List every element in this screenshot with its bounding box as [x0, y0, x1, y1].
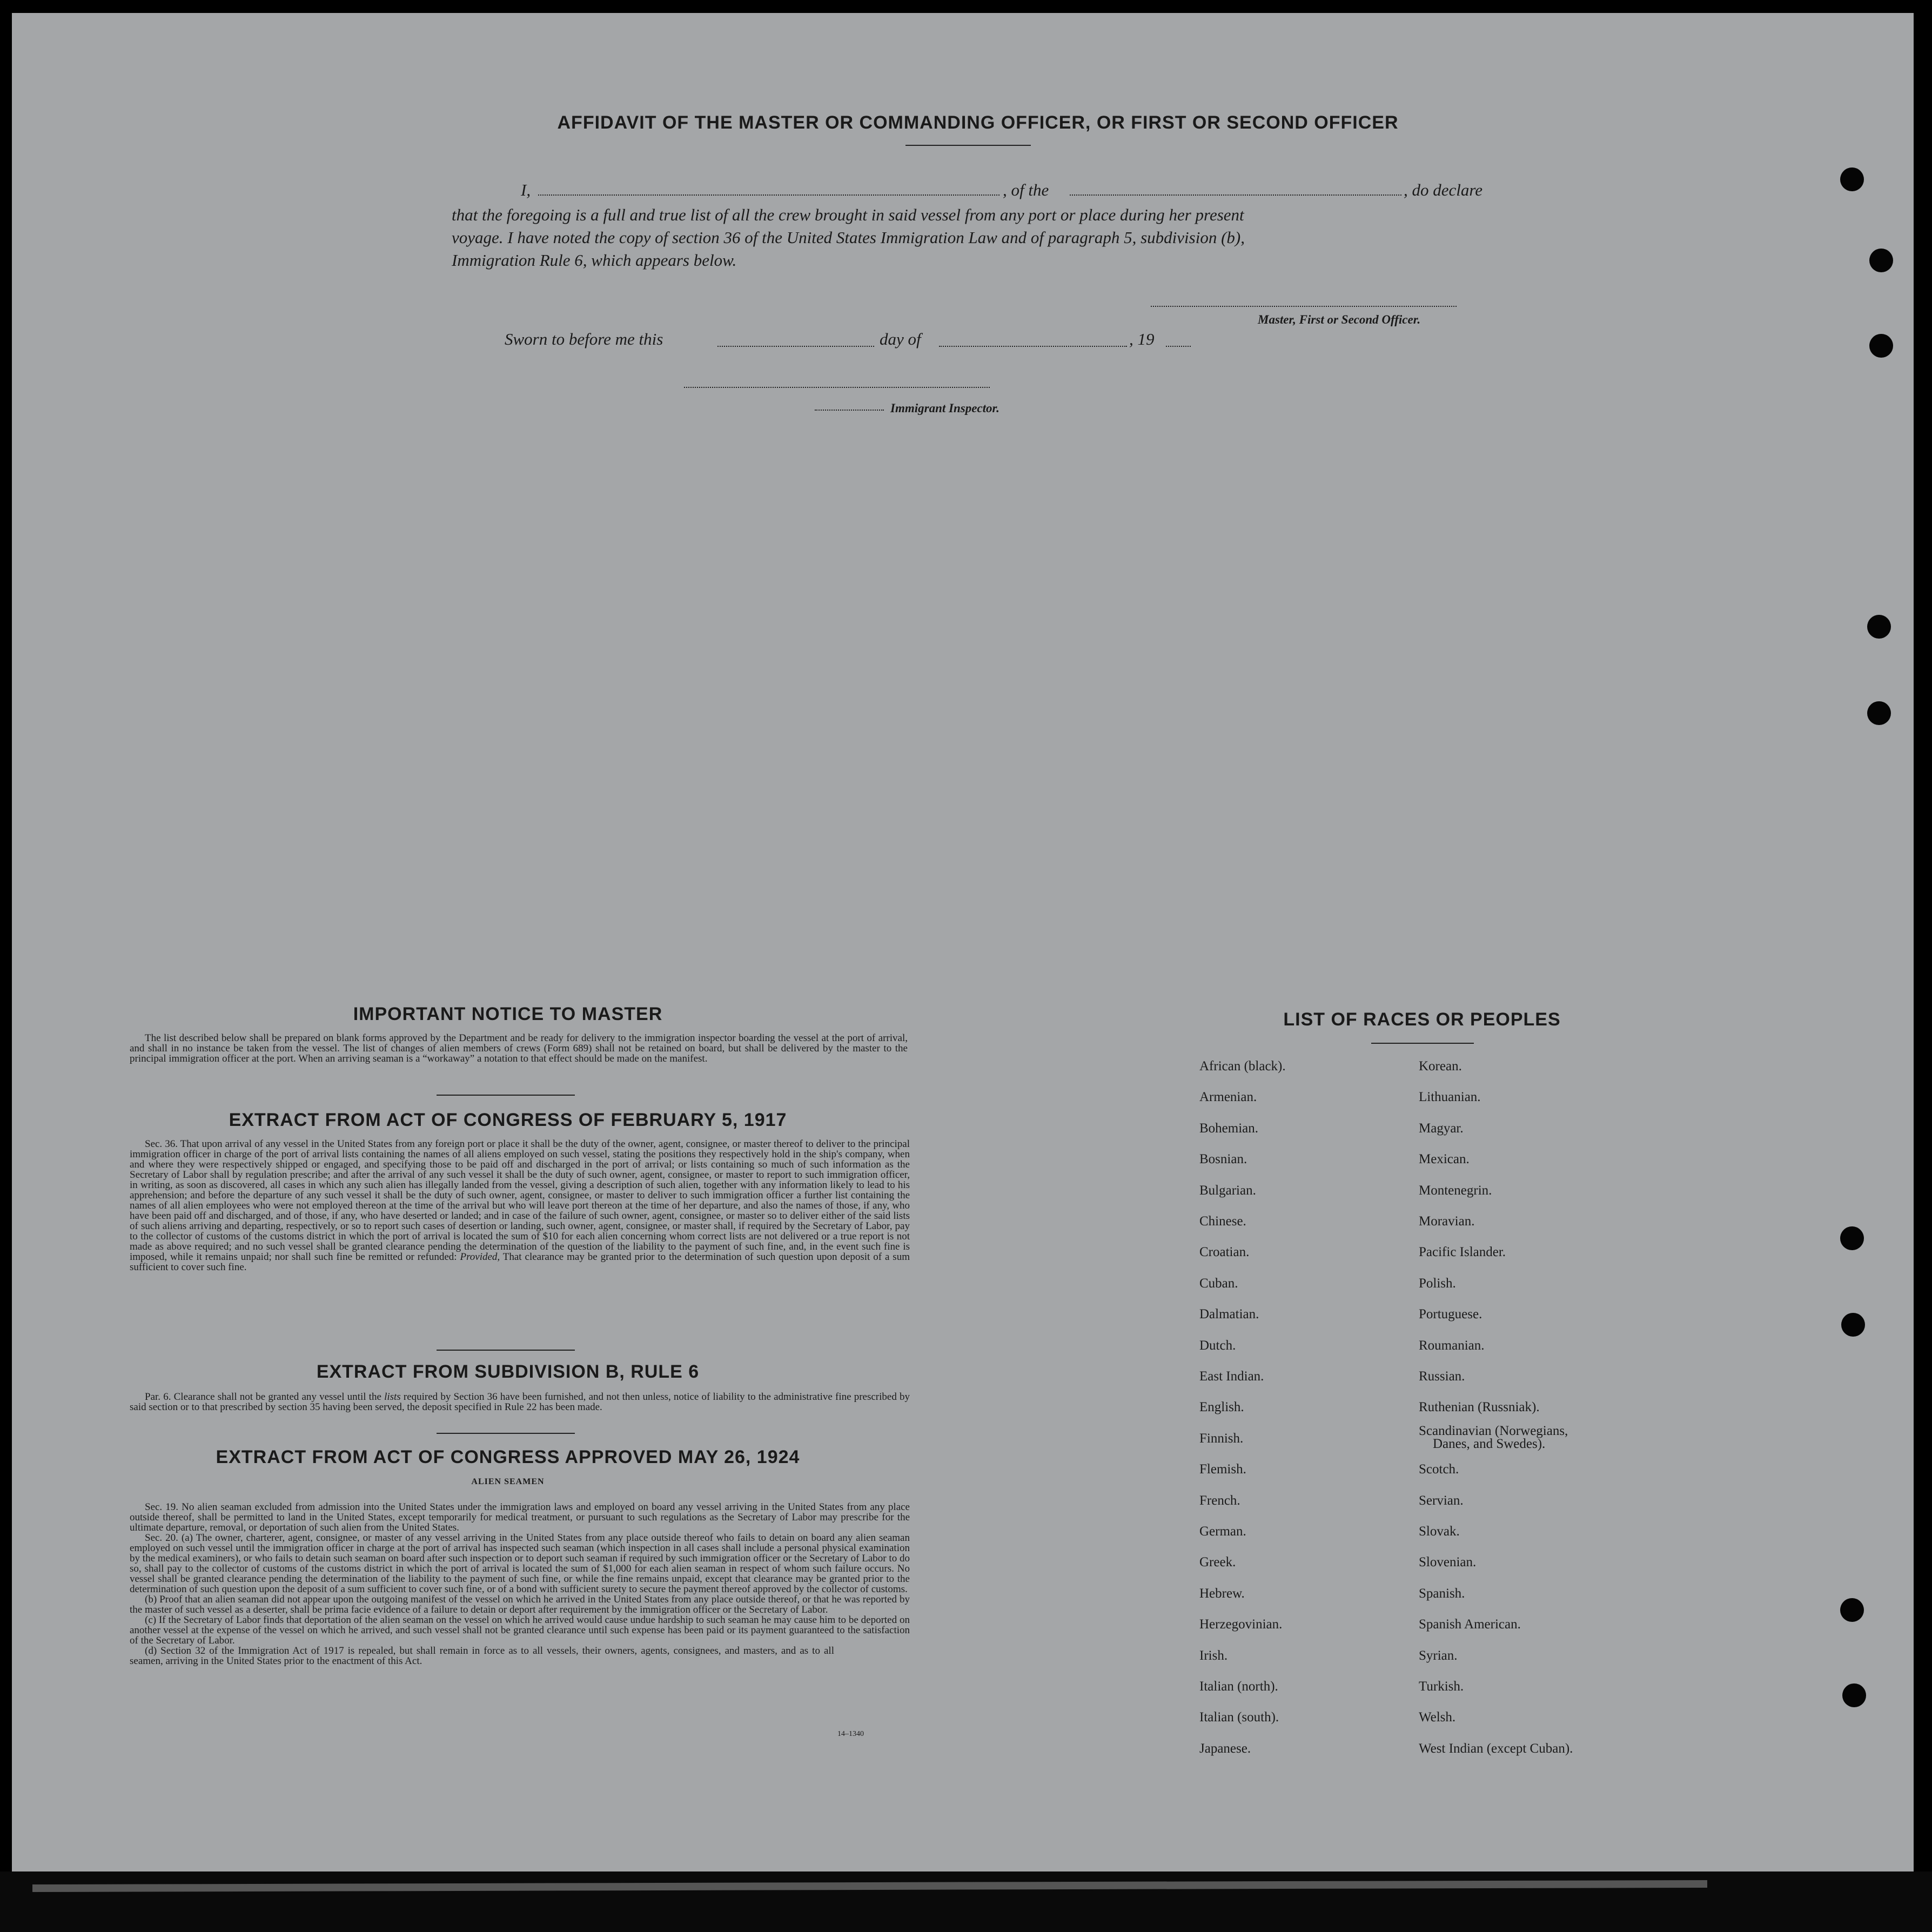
race-entry: Slovak.: [1419, 1524, 1460, 1539]
day-blank[interactable]: [717, 346, 874, 347]
divider: [1371, 1043, 1474, 1044]
race-entry: Flemish.: [1199, 1462, 1246, 1477]
race-entry: Croatian.: [1199, 1245, 1250, 1260]
notice-text: The list described below shall be prepared on blank forms approved by the Department and be ready for delivery to the immigration inspector boarding the vessel at the port of arrival, and shall in no instance be taken from the vessel. The list of changes of alien members of crews (Form 689) shall not be retained on board, but shall be delivered by the master to the principal immigration officer at the port. When an arriving seaman is a “workaway” a notation to that effect should be made on the manifest.: [130, 1032, 908, 1064]
race-entry: Italian (north).: [1199, 1679, 1278, 1694]
divider: [437, 1433, 575, 1434]
race-entry: Welsh.: [1419, 1710, 1456, 1725]
binder-hole: [1842, 1683, 1866, 1707]
name-blank[interactable]: [538, 194, 999, 196]
inspector-signature-line[interactable]: [684, 387, 990, 388]
binder-hole: [1840, 167, 1864, 191]
rule6-body-b: required by Section 36 have been furnished, and not then unless, notice of liability to the administrative fine prescribed by said section or to that prescribed by section 35 having been served, the deposit specified in Rule 22 has been made.: [130, 1391, 910, 1413]
race-entry: Russian.: [1419, 1369, 1465, 1384]
form-number: 14–1340: [837, 1730, 864, 1738]
binder-hole: [1867, 615, 1891, 639]
race-entry: West Indian (except Cuban).: [1419, 1741, 1573, 1756]
race-entry: Turkish.: [1419, 1679, 1464, 1694]
vessel-blank[interactable]: [1070, 194, 1401, 196]
race-entry: Lithuanian.: [1419, 1090, 1481, 1105]
lists-italic: lists: [384, 1391, 401, 1403]
signature-line[interactable]: [1151, 306, 1457, 307]
extract-1917-body-end: That clearance may be granted prior to the determination of such question upon deposit of a sum sufficient to cover such fine.: [130, 1251, 910, 1273]
day-of-label: day of: [880, 330, 921, 348]
race-entry: Slovenian.: [1419, 1555, 1477, 1570]
notice-title: IMPORTANT NOTICE TO MASTER: [353, 1004, 663, 1024]
extract-1924-text: [130, 1502, 910, 1666]
race-entry: Moravian.: [1419, 1214, 1475, 1229]
affidavit-do-declare: , do declare: [1404, 180, 1483, 199]
race-entry: Bohemian.: [1199, 1121, 1259, 1136]
race-entry: Bulgarian.: [1199, 1183, 1256, 1198]
race-entry: Bosnian.: [1199, 1152, 1247, 1167]
race-entry: Italian (south).: [1199, 1710, 1279, 1725]
month-blank[interactable]: [939, 346, 1127, 347]
race-entry: Portuguese.: [1419, 1307, 1482, 1322]
race-entry: Japanese.: [1199, 1741, 1251, 1756]
race-entry: Irish.: [1199, 1648, 1228, 1663]
extract-1917-body: Sec. 36. That upon arrival of any vessel in the United States from any foreign port or place it shall be the duty of the owner, agent, consignee, or master thereof to deliver to the principal immigration officer in charge of the port of arrival lists containing the names of all aliens employed on such vessel, stating the positions they respectively hold in the ship's company, when and where they were respectively shipped or engaged, and specifying those to be paid off and discharged in the port of arrival; or lists containing so much of such information as the Secretary of Labor shall by regulation prescribe; and after the arrival of any such vessel it shall be the duty of such owner, agent, consignee, or master to report to such immigration officer, in writing, as soon as discovered, all cases in which any such alien has illegally landed from the vessel, giving a description of such alien, together with any information likely to lead to his apprehension; and before the departure of any such vessel it shall be the duty of such owner, agent, consignee, or master to deliver to such immigration officer a further list containing the names of all alien employees who were not employed thereon at the time of the arrival but who will leave port thereon at the time of her departure, and also the names of those, if any, who have been paid off and discharged, and of those, if any, who have deserted or landed; and in case of the failure of such owner, agent, consignee, or master so to deliver either of the said lists of such aliens arriving and departing, respectively, or so to report such cases of desertion or landing, such owner, agent, consignee, or master shall, if required by the Secretary of Labor, pay to the collector of customs of the customs district in which the port of arrival is located the sum of $10 for each alien concerning whom correct lists are not delivered or a true report is not made as above required; and no such vessel shall be granted clearance pending the determination of the question of the liability to the payment of such fine, and, in the event such fine is imposed, while it remains unpaid; nor shall such fine be remitted or refunded:: [130, 1138, 910, 1263]
race-entry: Roumanian.: [1419, 1338, 1485, 1353]
race-entry: French.: [1199, 1493, 1240, 1508]
binder-hole: [1869, 249, 1893, 272]
race-entry: Herzegovinian.: [1199, 1617, 1283, 1632]
race-entry: African (black).: [1199, 1059, 1286, 1074]
divider: [437, 1350, 575, 1351]
race-entry: English.: [1199, 1400, 1244, 1415]
year-blank[interactable]: [1166, 346, 1191, 347]
inspector-prefix-line: [815, 410, 884, 411]
affidavit-line-4: Immigration Rule 6, which appears below.: [452, 251, 737, 270]
affidavit-title: AFFIDAVIT OF THE MASTER OR COMMANDING OFFICER, OR FIRST OR SECOND OFFICER: [557, 112, 1399, 133]
binder-hole: [1841, 1313, 1865, 1337]
race-entry: Montenegrin.: [1419, 1183, 1492, 1198]
race-entry: Finnish.: [1199, 1431, 1244, 1446]
race-entry: Mexican.: [1419, 1152, 1470, 1167]
race-entry: Chinese.: [1199, 1214, 1246, 1229]
divider: [905, 145, 1031, 146]
race-entry: Syrian.: [1419, 1648, 1458, 1663]
extract-rule6-text: [130, 1392, 910, 1412]
race-entry: Scandinavian (Norwegians, Danes, and Swedes).: [1419, 1423, 1568, 1451]
affidavit-line-3: voyage. I have noted the copy of section 36 of the United States Immigration Law and of paragraph 5, subdivision (b),: [452, 228, 1245, 247]
sworn-label: Sworn to before me this: [505, 330, 663, 348]
extract-1917-title: EXTRACT FROM ACT OF CONGRESS OF FEBRUARY 5, 1917: [229, 1110, 787, 1130]
paragraph: Sec. 19. No alien seaman excluded from admission into the United States under the immigration laws and employed on board any vessel arriving in the United States from any place outside thereof, shall be permitted to land in the United States, except temporarily for medical treatment, or pursuant to such regulations as the Secretary of Labor may prescribe for the ultimate departure, removal, or deportation of such alien from the United States.: [130, 1501, 910, 1533]
scan-border: [0, 1871, 1932, 1932]
race-entry: Hebrew.: [1199, 1586, 1245, 1601]
affidavit-i-label: I,: [521, 180, 531, 199]
alien-seamen-subtitle: ALIEN SEAMEN: [471, 1477, 545, 1486]
race-entry: Armenian.: [1199, 1090, 1257, 1105]
binder-hole: [1867, 701, 1891, 725]
paragraph: (c) If the Secretary of Labor finds that deportation of the alien seaman on the vessel on which he arrived would cause undue hardship to such seaman he may cause him to be deported on another vessel at the expense of the vessel on which he arrived, and such vessel shall not be granted clearance until such expense has been paid or its payment guaranteed to the satisfaction of the Secretary of Labor.: [130, 1614, 910, 1646]
race-entry: Polish.: [1419, 1276, 1456, 1291]
extract-1924-title: EXTRACT FROM ACT OF CONGRESS APPROVED MAY 26, 1924: [216, 1447, 800, 1467]
race-entry: Dutch.: [1199, 1338, 1236, 1353]
paragraph: (d) Section 32 of the Immigration Act of 1917 is repealed, but shall remain in force as to all vessels, their owners, agents, consignees, and masters, and as to all seamen, arriving in the United States prior to the enactment of this Act.: [130, 1645, 834, 1667]
race-entry: Servian.: [1419, 1493, 1464, 1508]
provided-italic: Provided,: [460, 1251, 500, 1263]
race-entry: Ruthenian (Russniak).: [1419, 1400, 1540, 1415]
race-entry: Spanish.: [1419, 1586, 1465, 1601]
rule6-body-a: Par. 6. Clearance shall not be granted any vessel until the: [145, 1391, 385, 1403]
race-entry: Korean.: [1419, 1059, 1462, 1074]
affidavit-of-the: , of the: [1003, 180, 1049, 199]
paragraph: (b) Proof that an alien seaman did not appear upon the outgoing manifest of the vessel on which he arrived in the United States from any place outside thereof, or that he was reported by the master of such vessel as a deserter, shall be prima facie evidence of a failure to detain or deport after requirement by the immigration officer or the Secretary of Labor.: [130, 1594, 910, 1615]
race-entry: Cuban.: [1199, 1276, 1238, 1291]
race-entry: Dalmatian.: [1199, 1307, 1259, 1322]
signature-label: Master, First or Second Officer.: [1258, 313, 1421, 326]
paragraph: Sec. 20. (a) The owner, charterer, agent, consignee, or master of any vessel arriving in the United States from any place outside thereof who fails to detain on board any alien seaman employed on such vessel until the immigration officer in charge at the port of arrival has inspected such seaman (which inspection in all cases shall include a personal physical examination by the medical examiners), or who fails to detain such seaman on board after such inspection or to deport such seaman if required by such immigration officer or the Secretary of Labor to do so, shall pay to the collector of customs of the customs district in which the port of arrival is located the sum of $1,000 for each alien seaman in respect of whom such failure occurs. No vessel shall be granted clearance pending the determination of the liability to the payment of such fine, or while the fine remains unpaid, except that clearance may be granted prior to the determination of such question upon the deposit of a sum sufficient to cover such fine, or of a bond with sufficient surety to secure the payment thereof approved by the collector of customs.: [130, 1532, 910, 1595]
race-entry: Greek.: [1199, 1555, 1236, 1570]
races-title: LIST OF RACES OR PEOPLES: [1283, 1009, 1561, 1030]
race-entry: Magyar.: [1419, 1121, 1464, 1136]
race-entry: Spanish American.: [1419, 1617, 1521, 1632]
binder-hole: [1869, 334, 1893, 358]
race-entry: East Indian.: [1199, 1369, 1264, 1384]
race-entry: Pacific Islander.: [1419, 1245, 1506, 1260]
binder-hole: [1840, 1598, 1864, 1622]
affidavit-line-2: that the foregoing is a full and true list of all the crew brought in said vessel from any port or place during her present: [452, 205, 1244, 224]
binder-hole: [1840, 1226, 1864, 1250]
divider: [437, 1095, 575, 1096]
extract-1917-text: [130, 1139, 910, 1272]
year-label: , 19: [1129, 330, 1155, 348]
extract-rule6-title: EXTRACT FROM SUBDIVISION B, RULE 6: [316, 1361, 700, 1382]
inspector-label: Immigrant Inspector.: [890, 401, 999, 415]
race-entry: Scotch.: [1419, 1462, 1459, 1477]
race-entry: German.: [1199, 1524, 1246, 1539]
